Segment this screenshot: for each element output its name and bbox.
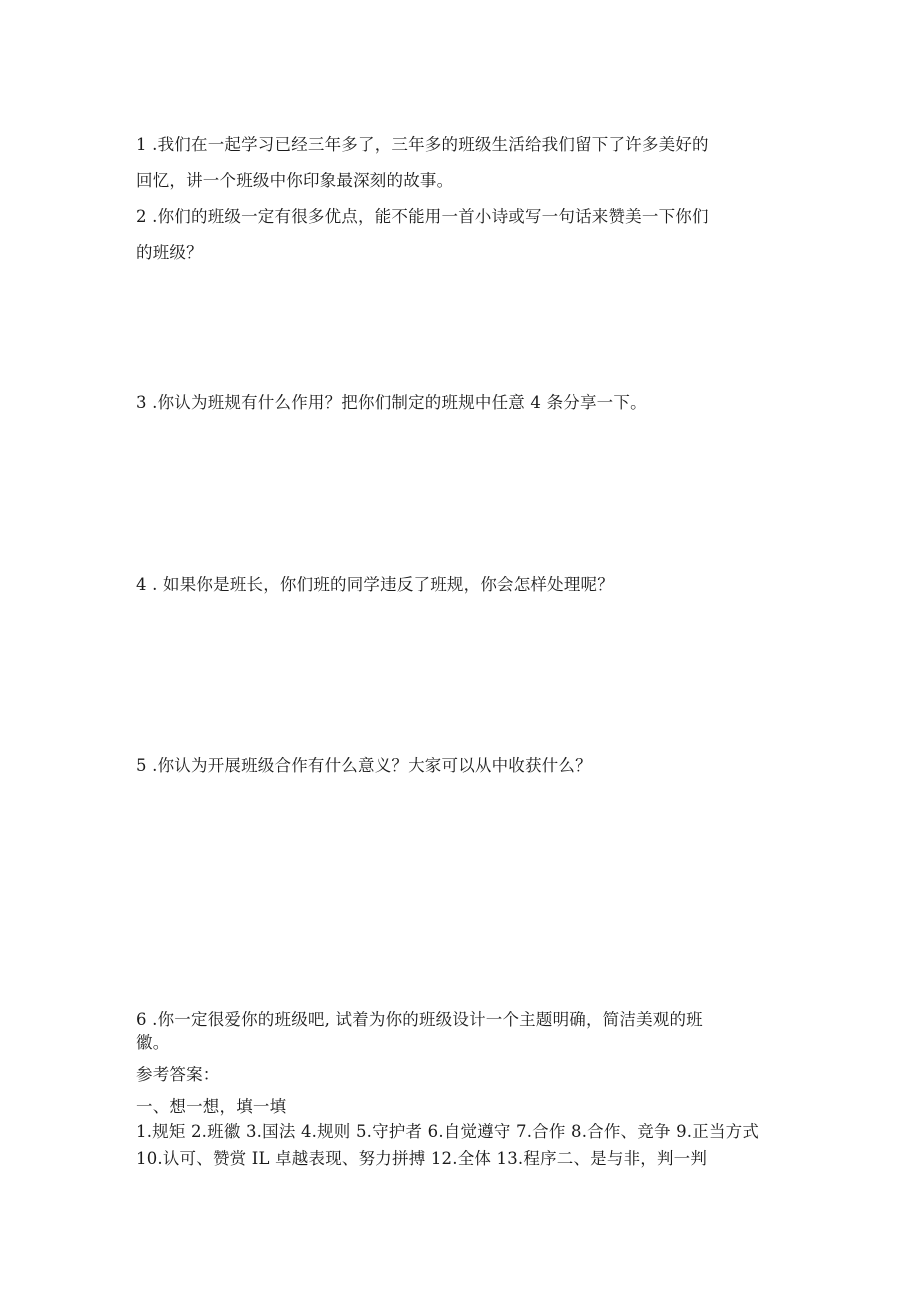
answers-section-heading: 一、想一想，填一填	[136, 1097, 287, 1116]
question-6-line-1: 6 .你一定很爱你的班级吧, 试着为你的班级设计一个主题明确，简洁美观的班	[136, 1010, 703, 1029]
question-4: 4 . 如果你是班长，你们班的同学违反了班规，你会怎样处理呢？	[136, 575, 614, 594]
question-1-line-1: 1 .我们在一起学习已经三年多了，三年多的班级生活给我们留下了许多美好的	[136, 135, 709, 154]
question-2-line-1: 2 .你们的班级一定有很多优点，能不能用一首小诗或写一句话来赞美一下你们	[136, 207, 709, 226]
question-2-line-2: 的班级？	[136, 243, 203, 262]
answers-line-2: 10.认可、赞赏 IL 卓越表现、努力拼搏 12.全体 13.程序二、是与非，判一判	[136, 1149, 708, 1168]
answers-title: 参考答案：	[136, 1065, 220, 1084]
answers-line-1: 1.规矩 2.班徽 3.国法 4.规则 5.守护者 6.自觉遵守 7.合作 8.合作、竞争 9.正当方式	[136, 1122, 760, 1141]
question-5: 5 .你认为开展班级合作有什么意义？大家可以从中收获什么？	[136, 756, 592, 775]
question-6-line-2: 徽。	[136, 1033, 170, 1052]
question-3: 3 .你认为班规有什么作用？把你们制定的班规中任意 4 条分享一下。	[136, 393, 647, 412]
question-1-line-2: 回忆，讲一个班级中你印象最深刻的故事。	[136, 171, 454, 190]
